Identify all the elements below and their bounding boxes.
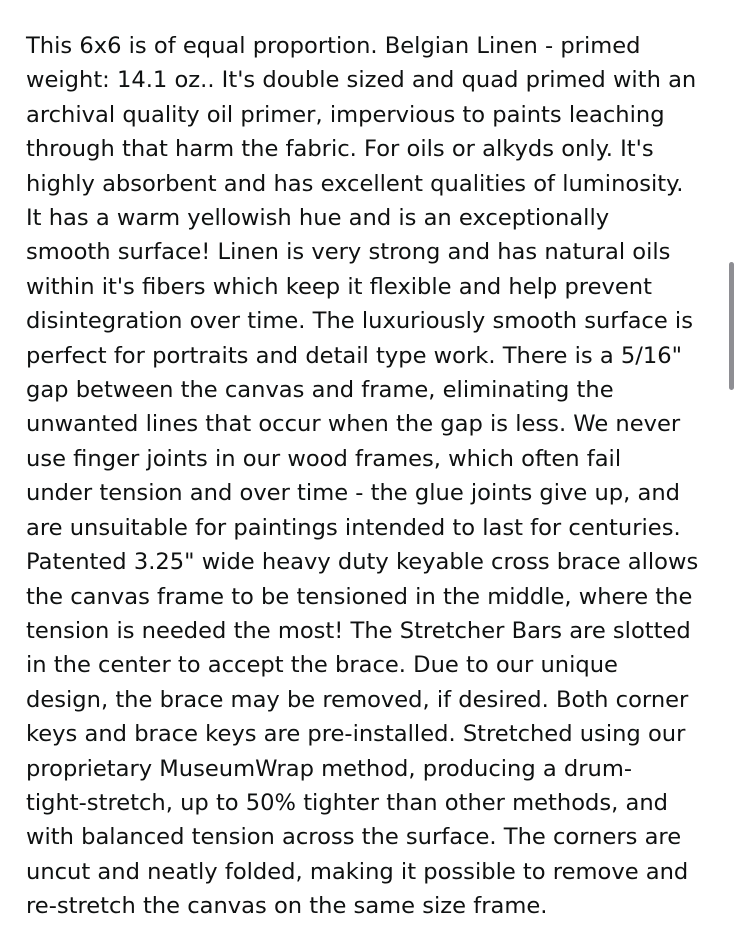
description-line: It has a warm yellowish hue and is an exceptionally <box>26 205 610 232</box>
description-line: tension is needed the most! The Stretcher Bars are slotted <box>26 617 691 644</box>
description-line: uncut and neatly folded, making it possible to remove and <box>26 858 689 885</box>
description-line: unwanted lines that occur when the gap is less. We never <box>26 411 681 438</box>
description-line: Patented 3.25" wide heavy duty keyable cross brace allows <box>26 549 699 576</box>
vertical-scrollbar-thumb[interactable] <box>729 262 734 390</box>
description-line: within it's fibers which keep it flexible and help prevent <box>26 273 652 300</box>
description-line: design, the brace may be removed, if desired. Both corner <box>26 686 689 713</box>
description-line: through that harm the fabric. For oils or alkyds only. It's <box>26 136 654 163</box>
description-line: re-stretch the canvas on the same size frame. <box>26 893 548 920</box>
description-line: use finger joints in our wood frames, which often fail <box>26 445 622 472</box>
description-line: keys and brace keys are pre-installed. Stretched using our <box>26 721 686 748</box>
description-line: proprietary MuseumWrap method, producing a drum- <box>26 755 633 782</box>
description-line: archival quality oil primer, impervious to paints leaching <box>26 101 665 128</box>
description-line: This 6x6 is of equal proportion. Belgian Linen - primed <box>26 33 641 59</box>
description-line: weight: 14.1 oz.. It's double sized and quad primed with an <box>26 67 697 94</box>
description-line: disintegration over time. The luxuriously smooth surface is <box>26 308 693 335</box>
description-line: tight-stretch, up to 50% tighter than other methods, and <box>26 789 669 816</box>
description-line: under tension and over time - the glue joints give up, and <box>26 480 681 507</box>
description-line: in the center to accept the brace. Due to our unique <box>26 652 618 679</box>
description-line: smooth surface! Linen is very strong and has natural oils <box>26 239 671 266</box>
product-description-text <box>26 29 718 924</box>
description-line: the canvas frame to be tensioned in the middle, where the <box>26 583 693 610</box>
description-line: perfect for portraits and detail type work. There is a 5/16" <box>26 342 682 369</box>
description-line: with balanced tension across the surface. The corners are <box>26 824 682 851</box>
description-line: are unsuitable for paintings intended to last for centuries. <box>26 514 681 541</box>
description-line: highly absorbent and has excellent qualities of luminosity. <box>26 170 684 197</box>
description-line: gap between the canvas and frame, eliminating the <box>26 377 614 404</box>
